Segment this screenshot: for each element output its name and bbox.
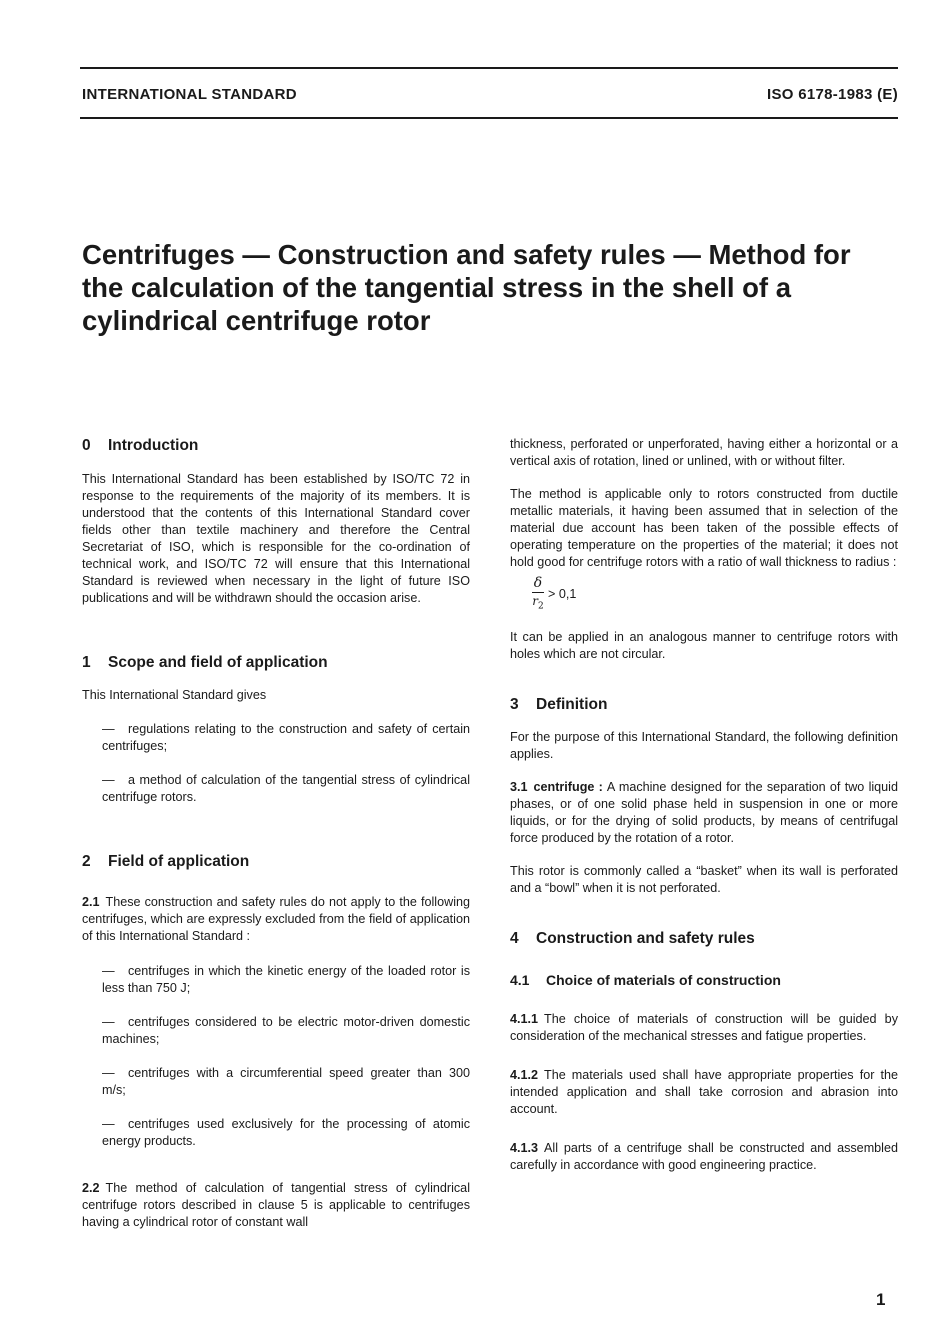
list-item: — centrifuges considered to be electric motor-driven domestic machines; [102, 1015, 470, 1046]
clause-3-1: 3.1 centrifuge : A machine designed for the separation of two liquid phases, or of one solid phase held in suspension in one or more liquids, or for the drying of solid products, by means of centrifugal force produced by the rotation of a rotor. [510, 780, 898, 845]
clause-2-1: 2.1 These construction and safety rules do not apply to the following centrifuges, which are expressly excluded from the field of application of this International Standard : [82, 895, 470, 943]
header-bottom-rule [80, 117, 898, 119]
basket-bowl-note: This rotor is commonly called a “basket” when its wall is perforated and a “bowl” when it is not perforated. [510, 864, 898, 895]
list-item: — regulations relating to the construction and safety of certain centrifuges; [102, 722, 470, 753]
section-4-heading: 4 Construction and safety rules [510, 930, 755, 947]
formula-denominator: r [532, 593, 538, 608]
section-1-heading: 1 Scope and field of application [82, 654, 328, 671]
list-item: — centrifuges with a circumferential speed greater than 300 m/s; [102, 1066, 470, 1097]
clause-2-2-continued: thickness, perforated or unperforated, having either a horizontal or a vertical axis of rotation, lined or unlined, with or without filter. [510, 437, 898, 468]
page-number: 1 [876, 1290, 886, 1309]
definition-lead: For the purpose of this International Standard, the following definition applies. [510, 730, 898, 761]
standard-number: ISO 6178-1983 (E) [766, 86, 898, 103]
clause-4-1-3: 4.1.3 All parts of a centrifuge shall be constructed and assembled carefully in accordance with good engineering practice. [510, 1141, 898, 1172]
section-2-heading: 2 Field of application [82, 853, 250, 870]
header-top-rule [80, 67, 898, 69]
formula-relation: > 0,1 [548, 586, 577, 601]
list-item: — centrifuges in which the kinetic energy of the loaded rotor is less than 750 J; [102, 964, 470, 995]
left-column [82, 436, 470, 1231]
section-0-heading: 0 Introduction [82, 437, 199, 454]
section-4-1-heading: 4.1 Choice of materials of construction [510, 972, 781, 988]
page-title: Centrifuges — Construction and safety rules — Method for the calculation of the tangential stress in the shell of a cylindrical centrifuge rotor [82, 239, 851, 336]
clause-2-2: 2.2 The method of calculation of tangential stress of cylindrical centrifuge rotors described in clause 5 is applicable to centrifuges having a cylindrical rotor of constant wall [82, 1181, 470, 1229]
non-circular-holes-text: It can be applied in an analogous manner to centrifuge rotors with holes which are not circular. [510, 630, 898, 661]
ductile-material-text: The method is applicable only to rotors constructed from ductile metallic materials, it having been assumed that in selection of the material due account has been taken of the possible effects of operating temperature on the properties of the material; it does not hold good for centrifuge rotors with a ratio of wall thickness to radius : [510, 487, 898, 569]
list-item: — a method of calculation of the tangential stress of cylindrical centrifuge rotors. [102, 773, 470, 804]
introduction-text: This International Standard has been established by ISO/TC 72 in response to the requirements of the majority of its members. It is understood that the contents of this International Standard cover fields other than textile machinery and therefore the Central Secretariat of ISO, which is responsible for the co-ordination of technical work, and ISO/TC 72 will ensure that this International Standard is reviewed when necessary in the light of future ISO publications and will be withdrawn should the occasion arise. [82, 472, 470, 605]
formula-numerator: δ [533, 574, 543, 591]
document-type-label: INTERNATIONAL STANDARD [82, 86, 297, 103]
scope-lead: This International Standard gives [82, 688, 267, 702]
clause-4-1-2: 4.1.2 The materials used shall have appropriate properties for the intended application and shall take corrosion and abrasion into account. [510, 1068, 898, 1116]
list-item: — centrifuges used exclusively for the processing of atomic energy products. [102, 1117, 470, 1148]
thickness-ratio-formula: $\frac{\delta}{r_2}$ > 0,1 [532, 574, 577, 612]
section-3-heading: 3 Definition [510, 696, 608, 713]
right-column [510, 436, 898, 1174]
clause-4-1-1: 4.1.1 The choice of materials of construction will be guided by consideration of the mechanical stresses and fatigue properties. [510, 1012, 898, 1043]
